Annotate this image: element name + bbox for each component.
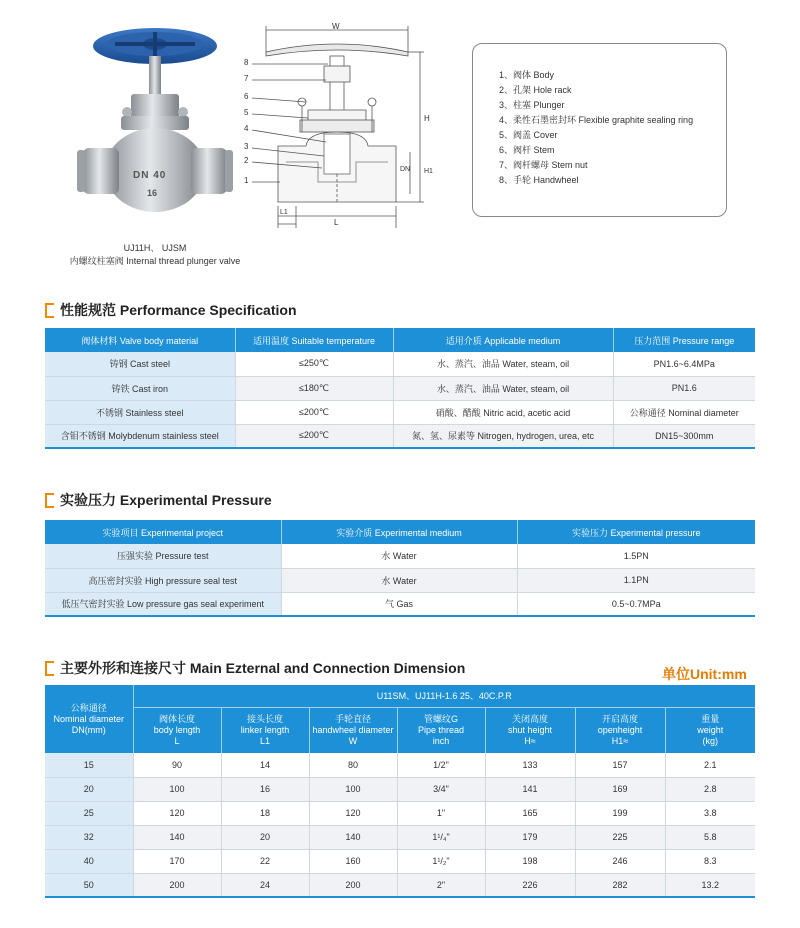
table-cell: 141 [485, 777, 575, 801]
header-line: Nominal diameter [53, 713, 125, 724]
group-header: U11SM、UJ11H-1.6 25、40C.P.R [133, 685, 755, 707]
table-row [45, 352, 755, 376]
column-header: 阀体材料 Valve body material [45, 328, 235, 352]
table-header-row [45, 520, 755, 544]
experimental-section-title [45, 490, 272, 510]
photo-marking-pn: 16 [147, 188, 158, 198]
table-cell: 3/4" [397, 777, 485, 801]
table-cell: 水 Water [281, 568, 517, 592]
table-cell: PN1.6 [613, 376, 755, 400]
table-cell: 1/2" [397, 753, 485, 777]
table-cell: 8.3 [665, 849, 755, 873]
table-cell: 169 [575, 777, 665, 801]
table-cell: 2.8 [665, 777, 755, 801]
header-line: DN(mm) [71, 724, 106, 735]
table-cell: 20 [45, 777, 133, 801]
product-photo [75, 20, 235, 240]
table-cell: 2.1 [665, 753, 755, 777]
table-cell: 200 [309, 873, 397, 897]
part-item: 5、阀盖 Cover [499, 130, 558, 140]
dim-label-h1: H1 [424, 168, 433, 175]
table-cell: 199 [575, 801, 665, 825]
table-row [45, 592, 755, 616]
table-cell: ≤200℃ [235, 400, 393, 424]
parts-list-box [472, 43, 727, 217]
table-cell: 20 [221, 825, 309, 849]
table-header-row [45, 328, 755, 352]
table-cell: 水、蒸汽、油品 Water, steam, oil [393, 352, 613, 376]
table-cell: 90 [133, 753, 221, 777]
column-header: 适用温度 Suitable temperature [235, 328, 393, 352]
table-cell: 80 [309, 753, 397, 777]
table-cell: 50 [45, 873, 133, 897]
table-row [45, 544, 755, 568]
plunger-valve-photo-icon [75, 20, 235, 240]
performance-title: 性能规范 Performance Specification [60, 302, 297, 318]
table-cell: 1¹/₂" [397, 849, 485, 873]
table-cell: 32 [45, 825, 133, 849]
part-item: 2、孔架 Hole rack [499, 85, 572, 95]
table-row [45, 400, 755, 424]
product-caption: 内螺纹柱塞阀 Internal thread plunger valve [69, 256, 241, 266]
table-cell: 气 Gas [281, 592, 517, 616]
performance-section-title [45, 300, 297, 320]
table-cell: PN1.6~6.4MPa [613, 352, 755, 376]
column-header: 实验项目 Experimental project [45, 520, 281, 544]
table-row [45, 376, 755, 400]
section-bracket-icon [45, 303, 54, 318]
table-row [45, 568, 755, 592]
column-header: 接头长度 linker length L1 [221, 707, 309, 753]
table-cell: 25 [45, 801, 133, 825]
dim-label-w: W [332, 22, 340, 31]
table-cell: 铸铁 Cast iron [45, 376, 235, 400]
column-header: 实验压力 Experimental pressure [517, 520, 755, 544]
table-cell: 13.2 [665, 873, 755, 897]
column-header-dn [45, 685, 133, 753]
table-cell: 公称通径 Nominal diameter [613, 400, 755, 424]
table-cell: 1" [397, 801, 485, 825]
table-cell: 压强实验 Pressure test [45, 544, 281, 568]
table-cell: 18 [221, 801, 309, 825]
table-cell: 160 [309, 849, 397, 873]
part-item: 1、阀体 Body [499, 70, 555, 80]
dimension-table [45, 685, 755, 898]
dim-label-dn: DN [400, 166, 411, 173]
table-cell: ≤200℃ [235, 424, 393, 448]
table-cell: 0.5~0.7MPa [517, 592, 755, 616]
table-cell: 198 [485, 849, 575, 873]
table-cell: 氮、氢、尿素等 Nitrogen, hydrogen, urea, etc [393, 424, 613, 448]
column-header: 压力范围 Pressure range [613, 328, 755, 352]
table-cell: 140 [133, 825, 221, 849]
table-row [45, 424, 755, 448]
table-cell: 1.5PN [517, 544, 755, 568]
leader-num-3: 3 [244, 142, 249, 151]
leader-num-4: 4 [244, 124, 249, 133]
table-row [45, 801, 755, 825]
table-cell: 100 [309, 777, 397, 801]
leader-num-1: 1 [244, 176, 249, 185]
table-cell: 120 [309, 801, 397, 825]
table-cell: 3.8 [665, 801, 755, 825]
table-cell: 低压气密封实验 Low pressure gas seal experiment [45, 592, 281, 616]
table-cell: 硝酸、醋酸 Nitric acid, acetic acid [393, 400, 613, 424]
table-cell: 1¹/₄" [397, 825, 485, 849]
leader-num-5: 5 [244, 108, 249, 117]
table-row [45, 849, 755, 873]
column-header: 阀体长度 body length L [133, 707, 221, 753]
table-cell: 24 [221, 873, 309, 897]
photo-marking-dn: DN 40 [133, 170, 167, 181]
table-cell: 40 [45, 849, 133, 873]
dim-label-h: H [424, 114, 430, 123]
table-cell: 140 [309, 825, 397, 849]
section-bracket-icon [45, 661, 54, 676]
table-row [45, 825, 755, 849]
table-cell: DN15~300mm [613, 424, 755, 448]
table-cell: 120 [133, 801, 221, 825]
model-caption: UJ11H、 UJSM [123, 243, 187, 253]
leader-num-2: 2 [244, 156, 249, 165]
table-cell: 200 [133, 873, 221, 897]
table-cell: ≤180℃ [235, 376, 393, 400]
table-cell: 1.1PN [517, 568, 755, 592]
technical-drawing [238, 22, 438, 237]
table-cell: 157 [575, 753, 665, 777]
table-row [45, 753, 755, 777]
valve-section-drawing-icon [238, 22, 438, 237]
part-item: 3、柱塞 Plunger [499, 100, 565, 110]
table-cell: 2" [397, 873, 485, 897]
part-item: 4、柔性石墨密封环 Flexible graphite sealing ring [499, 115, 694, 125]
dimension-title: 主要外形和连接尺寸 Main Ezternal and Connection Dimension [60, 660, 466, 676]
column-header: 开启高度 openheight H1≈ [575, 707, 665, 753]
table-subheader-row [45, 707, 755, 753]
unit-label: 单位Unit:mm [662, 666, 747, 682]
table-header-row [45, 685, 755, 707]
dim-label-l1: L1 [280, 209, 288, 216]
experimental-table [45, 520, 755, 617]
dimension-section-title [45, 658, 465, 678]
table-cell: 282 [575, 873, 665, 897]
parts-list [473, 44, 726, 188]
table-cell: 133 [485, 753, 575, 777]
table-cell: 14 [221, 753, 309, 777]
table-cell: 246 [575, 849, 665, 873]
table-cell: 16 [221, 777, 309, 801]
header-line: 公称通径 [70, 702, 107, 713]
photo-caption [40, 242, 270, 268]
part-item: 7、阀杆螺母 Stem nut [499, 160, 588, 170]
table-cell: 225 [575, 825, 665, 849]
part-item: 6、阀杆 Stem [499, 145, 555, 155]
column-header: 管螺纹G Pipe thread inch [397, 707, 485, 753]
leader-num-7: 7 [244, 74, 249, 83]
table-cell: 铸钢 Cast steel [45, 352, 235, 376]
experimental-title: 实验压力 Experimental Pressure [60, 492, 272, 508]
table-cell: 226 [485, 873, 575, 897]
table-cell: ≤250℃ [235, 352, 393, 376]
performance-table [45, 328, 755, 449]
leader-num-6: 6 [244, 92, 249, 101]
column-header: 适用介质 Applicable medium [393, 328, 613, 352]
table-cell: 不锈钢 Stainless steel [45, 400, 235, 424]
table-cell: 170 [133, 849, 221, 873]
column-header: 实验介质 Experimental medium [281, 520, 517, 544]
table-row [45, 873, 755, 897]
table-cell: 含钼不锈钢 Molybdenum stainless steel [45, 424, 235, 448]
table-cell: 水、蒸汽、油品 Water, steam, oil [393, 376, 613, 400]
table-cell: 水 Water [281, 544, 517, 568]
section-bracket-icon [45, 493, 54, 508]
table-cell: 100 [133, 777, 221, 801]
leader-num-8: 8 [244, 58, 249, 67]
column-header: 重量 weight (kg) [665, 707, 755, 753]
table-row [45, 777, 755, 801]
column-header: 手轮直径 handwheel diameter W [309, 707, 397, 753]
table-cell: 22 [221, 849, 309, 873]
table-cell: 高压密封实验 High pressure seal test [45, 568, 281, 592]
table-cell: 179 [485, 825, 575, 849]
table-cell: 15 [45, 753, 133, 777]
dim-label-l: L [334, 218, 339, 227]
column-header: 关闭高度 shut height H≈ [485, 707, 575, 753]
table-cell: 165 [485, 801, 575, 825]
table-cell: 5.8 [665, 825, 755, 849]
part-item: 8、手轮 Handwheel [499, 175, 579, 185]
